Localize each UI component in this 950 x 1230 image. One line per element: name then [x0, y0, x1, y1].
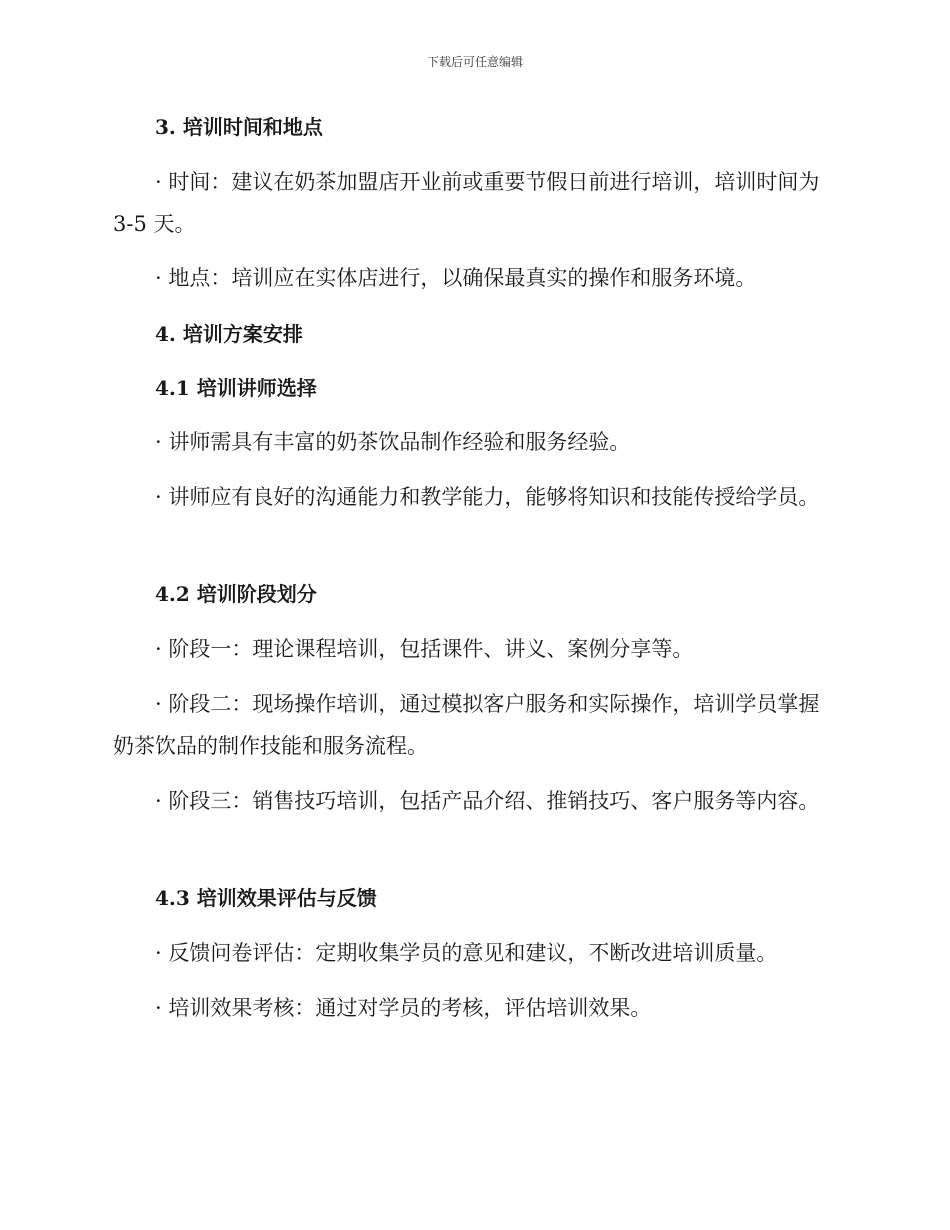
- subsection-heading-4-2: 4.2 培训阶段划分: [155, 582, 317, 606]
- subsection-heading-4-1: 4.1 培训讲师选择: [155, 376, 317, 400]
- page-header-note: 下载后可任意编辑: [426, 55, 523, 69]
- paragraph-time: · 时间：建议在奶茶加盟店开业前或重要节假日前进行培训，培训时间为 3-5 天。: [113, 170, 820, 236]
- subsection-heading-4-3: 4.3 培训效果评估与反馈: [155, 886, 377, 910]
- paragraph-effect-assessment: · 培训效果考核：通过对学员的考核，评估培训效果。: [155, 996, 652, 1020]
- paragraph-trainer-experience: · 讲师需具有丰富的奶茶饮品制作经验和服务经验。: [155, 430, 631, 454]
- section-heading-3: 3. 培训时间和地点: [155, 115, 323, 139]
- paragraph-feedback-survey: · 反馈问卷评估：定期收集学员的意见和建议，不断改进培训质量。: [155, 941, 778, 965]
- paragraph-trainer-skills: · 讲师应有良好的沟通能力和教学能力，能够将知识和技能传授给学员。: [155, 485, 820, 509]
- section-heading-4: 4. 培训方案安排: [155, 322, 303, 346]
- paragraph-stage-one: · 阶段一：理论课程培训，包括课件、讲义、案例分享等。: [155, 637, 694, 661]
- paragraph-stage-two: · 阶段二：现场操作培训，通过模拟客户服务和实际操作，培训学员掌握奶茶饮品的制作技能和服务流程。: [113, 692, 820, 758]
- paragraph-stage-three: · 阶段三：销售技巧培训，包括产品介绍、推销技巧、客户服务等内容。: [155, 789, 820, 813]
- paragraph-place: · 地点：培训应在实体店进行，以确保最真实的操作和服务环境。: [155, 266, 757, 290]
